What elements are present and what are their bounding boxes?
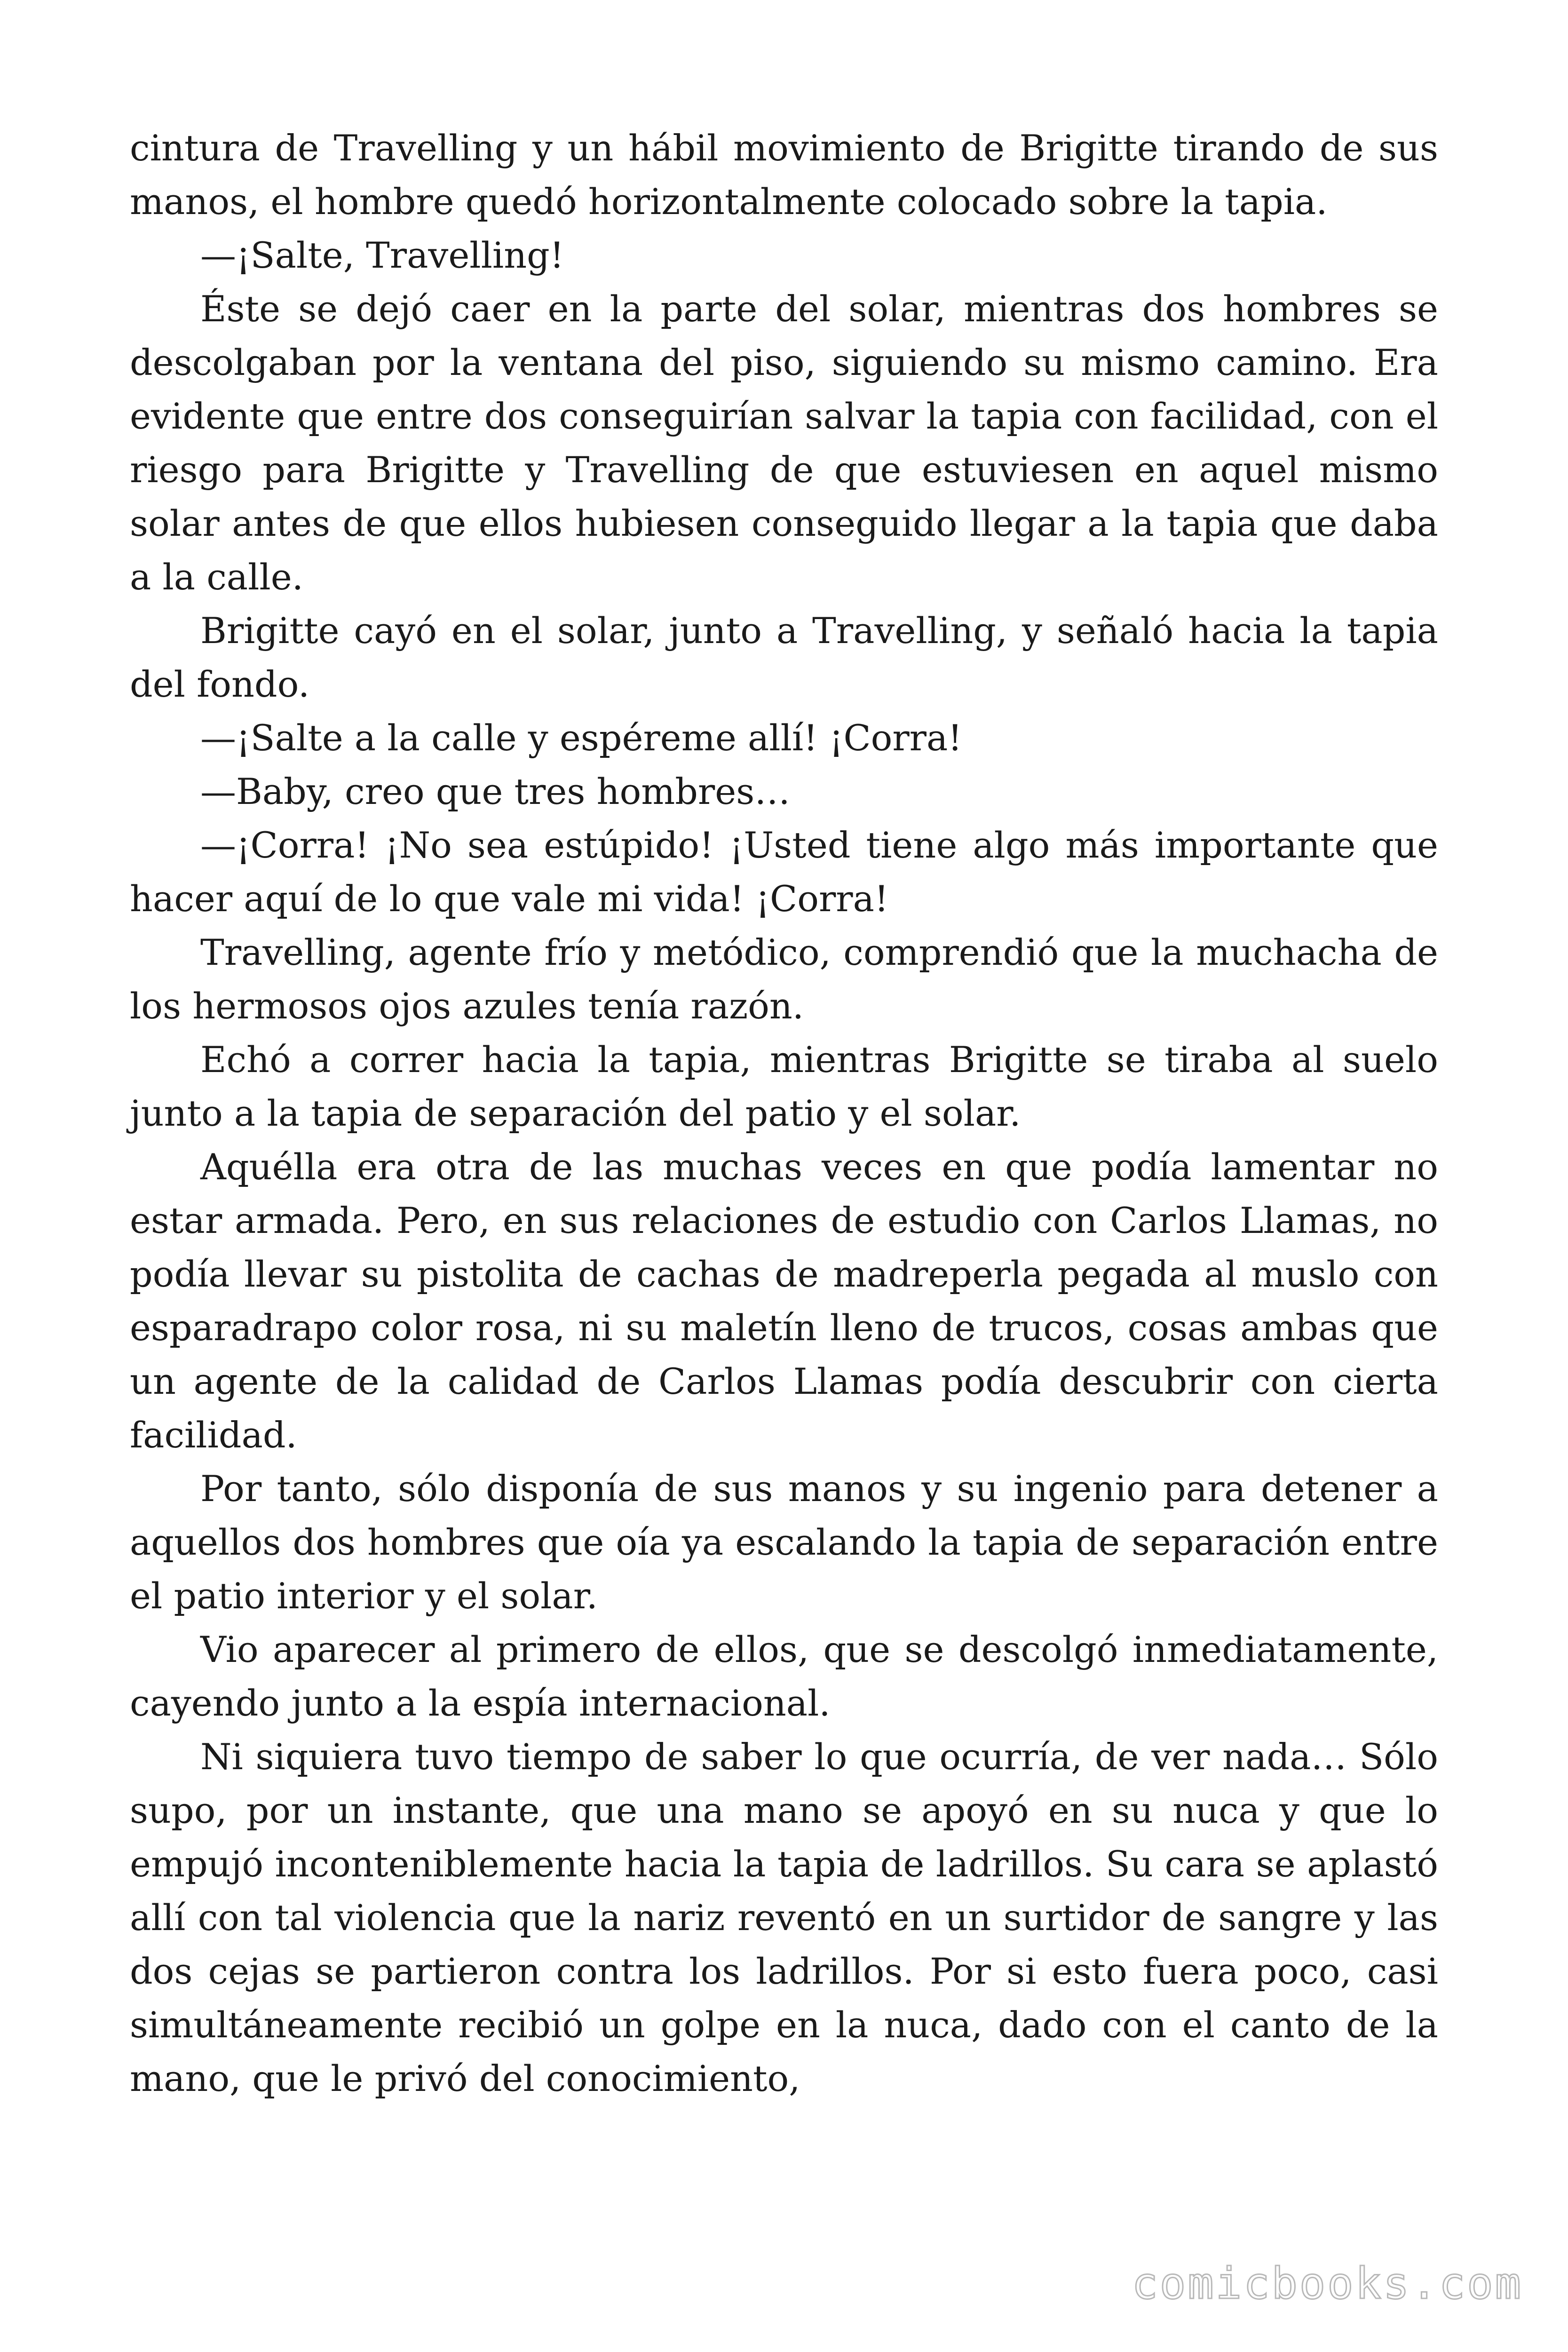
paragraph: Echó a correr hacia la tapia, mientras Brigitte se tiraba al suelo junto a la tapia de separación del patio y el solar.: [130, 1039, 1438, 1134]
paragraph: Travelling, agente frío y metódico, comprendió que la muchacha de los hermosos ojos azules tenía razón.: [130, 931, 1438, 1027]
paragraph: Ni siquiera tuvo tiempo de saber lo que ocurría, de ver nada… Sólo supo, por un instante, que una mano se apoyó en su nuca y que lo empujó inconteniblemente hacia la tapia de ladrillos. Su cara se aplastó allí con tal violencia que la nariz reventó en un surtidor de sangre y las dos cejas se partieron contra los ladrillos. Por si esto fuera poco, casi simultáneamente recibió un golpe en la nuca, dado con el canto de la mano, que le privó del conocimiento,: [130, 1736, 1438, 2099]
paragraph-dialogue: —Baby, creo que tres hombres…: [200, 771, 791, 812]
paragraph-dialogue: —¡Salte, Travelling!: [200, 234, 564, 276]
paragraph: Vio aparecer al primero de ellos, que se descolgó inmediatamente, cayendo junto a la espía internacional.: [130, 1629, 1438, 1724]
watermark-text: comicbooks.com: [1132, 2258, 1523, 2309]
body-text: [130, 121, 1438, 2106]
paragraph: Éste se dejó caer en la parte del solar, mientras dos hombres se descolgaban por la ventana del piso, siguiendo su mismo camino. Era evidente que entre dos conseguirían salvar la tapia con facilidad, con el riesgo para Brigitte y Travelling de que estuviesen en aquel mismo solar antes de que ellos hubiesen conseguido llegar a la tapia que daba a la calle.: [130, 288, 1438, 598]
paragraph: Brigitte cayó en el solar, junto a Travelling, y señaló hacia la tapia del fondo.: [130, 610, 1438, 705]
paragraph-dialogue: —¡Corra! ¡No sea estúpido! ¡Usted tiene algo más importante que hacer aquí de lo que vale mi vida! ¡Corra!: [130, 824, 1438, 920]
paragraph: Aquélla era otra de las muchas veces en que podía lamentar no estar armada. Pero, en sus relaciones de estudio con Carlos Llamas, no podía llevar su pistolita de cachas de madreperla pegada al muslo con esparadrapo color rosa, ni su maletín lleno de trucos, cosas ambas que un agente de la calidad de Carlos Llamas podía descubrir con cierta facilidad.: [130, 1146, 1438, 1456]
paragraph-continuation: cintura de Travelling y un hábil movimiento de Brigitte tirando de sus manos, el hombre quedó horizontalmente colocado sobre la tapia.: [130, 127, 1438, 222]
paragraph: Por tanto, sólo disponía de sus manos y su ingenio para detener a aquellos dos hombres que oía ya escalando la tapia de separación entre el patio interior y el solar.: [130, 1468, 1438, 1617]
paragraph-dialogue: —¡Salte a la calle y espéreme allí! ¡Corra!: [200, 717, 962, 759]
